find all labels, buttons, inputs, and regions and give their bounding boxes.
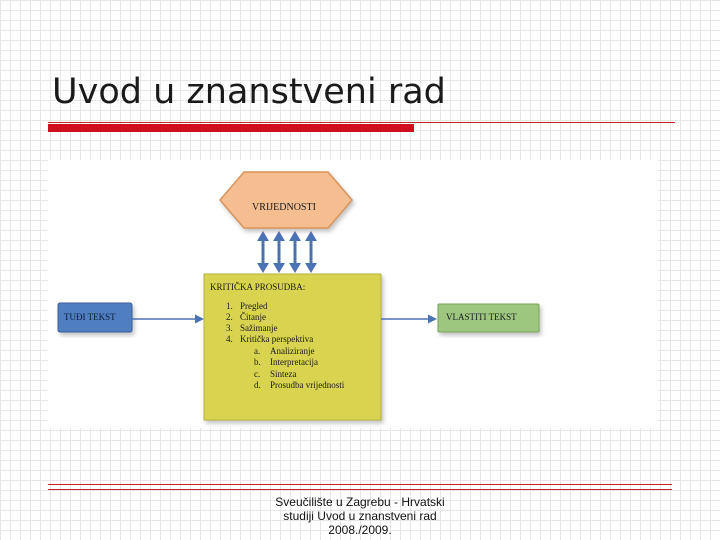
svg-text:3.: 3. [226,323,233,333]
svg-text:b.: b. [254,357,261,367]
values-hexagon [220,172,352,228]
svg-text:Sinteza: Sinteza [270,369,297,379]
output-text-box [438,304,539,332]
slide-title: Uvod u znanstveni rad [52,72,446,112]
svg-text:c.: c. [254,369,261,379]
svg-text:Pregled: Pregled [240,301,268,311]
slide-footer [248,495,472,537]
svg-text:1.: 1. [226,301,233,311]
bidirectional-arrows [257,231,317,273]
svg-text:Prosudba vrijednosti: Prosudba vrijednosti [270,380,345,390]
critical-judgment-box [204,274,381,420]
footer-line-1: Sveučilište u Zagrebu - Hrvatski [275,495,445,509]
title-underline [48,122,675,123]
critical-item [226,334,313,344]
output-label: VLASTITI TEKST [446,312,517,322]
svg-text:d.: d. [254,380,261,390]
svg-text:Sažimanje: Sažimanje [240,323,278,333]
source-label: TUĐI TEKST [64,312,116,322]
svg-text:Analiziranje: Analiziranje [270,346,315,356]
critical-item [226,301,268,311]
svg-text:Čitanje: Čitanje [240,312,266,322]
critical-item [226,312,266,322]
footer-line-2: studiji Uvod u znanstveni rad [283,509,437,523]
svg-text:Interpretacija: Interpretacija [270,357,318,367]
footer-line-3: 2008./2009. [328,523,392,537]
source-text-box [58,303,132,332]
svg-text:Kritička perspektiva: Kritička perspektiva [240,334,314,344]
title-accent-bar [48,124,414,132]
svg-text:4.: 4. [226,334,233,344]
svg-text:a.: a. [254,346,261,356]
critical-reading-diagram [48,160,658,428]
double-arrow-4 [305,231,317,273]
footer-rule-bottom [48,489,672,490]
double-arrow-1 [257,231,269,273]
critical-heading: KRITIČKA PROSUDBA: [210,282,306,292]
double-arrow-3 [289,231,301,273]
double-arrow-2 [273,231,285,273]
footer-rule-top [48,484,672,485]
values-label: VRIJEDNOSTI [252,202,316,213]
svg-text:2.: 2. [226,312,233,322]
